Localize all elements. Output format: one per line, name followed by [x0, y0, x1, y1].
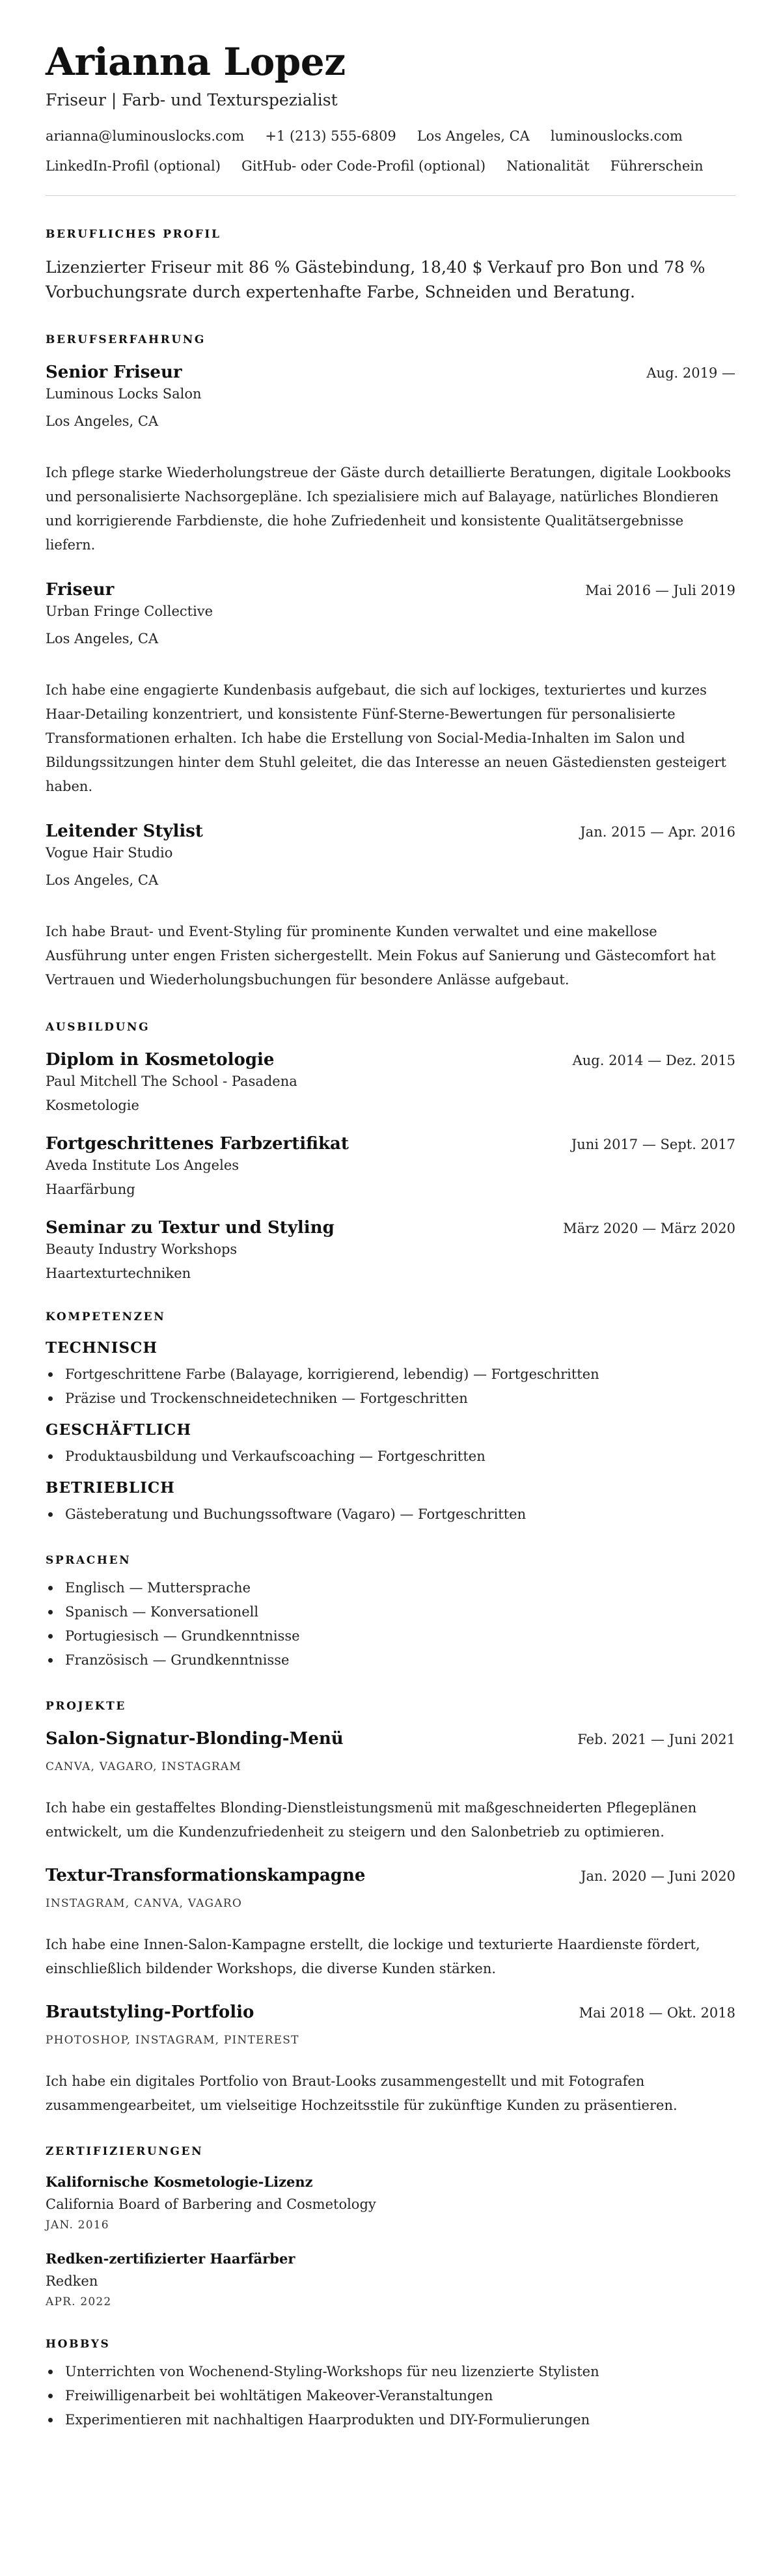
experience-location: Los Angeles, CA [46, 872, 159, 888]
skills-section [46, 1310, 735, 1527]
education-school: Aveda Institute Los Angeles [46, 1157, 240, 1173]
profile-section [46, 228, 735, 305]
experience-location: Los Angeles, CA [46, 413, 159, 429]
hobbies-section [46, 2338, 735, 2432]
project-date: Jan. 2020 — Juni 2020 [581, 1868, 735, 1884]
education-date: Aug. 2014 — Dez. 2015 [572, 1053, 735, 1068]
contact-row-secondary [46, 156, 735, 176]
certification-issuer: Redken [46, 2273, 98, 2289]
experience-section-title: BERUFSERFAHRUNG [46, 333, 206, 346]
certification-issuer: California Board of Barbering and Cosmetology [46, 2196, 376, 2212]
language-item: Spanisch — Konversationell [46, 1600, 735, 1624]
skill-item: Fortgeschrittene Farbe (Balayage, korrigierend, lebendig) — Fortgeschritten [46, 1363, 735, 1387]
language-item: Französisch — Grundkenntnisse [46, 1648, 735, 1672]
education-entry [46, 1216, 735, 1283]
contact-row-primary [46, 126, 735, 146]
certification-entry [46, 2172, 735, 2234]
experience-description: Ich habe eine engagierte Kundenbasis aufgebaut, die sich auf lockiges, texturiertes und kurzes Haar-Detailing konzentriert, und konsistente Fünf-Sterne-Bewertungen für personalisierte Transformationen erhalten. Ich habe die Erstellung von Social-Media-Inhalten im Salon und Bildungssitzungen hinter dem Stuhl geleitet, die das Interesse an neuen Gästediensten gesteigert haben. [46, 682, 726, 794]
experience-date: Aug. 2019 — [646, 365, 735, 381]
education-degree: Seminar zu Textur und Styling [46, 1218, 335, 1238]
experience-role: Senior Friseur [46, 363, 182, 382]
education-school: Paul Mitchell The School - Pasadena [46, 1073, 297, 1089]
project-name: Salon-Signatur-Blonding-Menü [46, 1729, 344, 1749]
education-section-title: AUSBILDUNG [46, 1021, 150, 1034]
experience-description: Ich habe Braut- und Event-Styling für prominente Kunden verwaltet und eine makellose Ausführung unter engen Fristen sichergestellt. Mein Fokus auf Sanierung und Gästecomfort hat Vertrauen und Wiederholungsbuchungen für besondere Anlässe aufgebaut. [46, 924, 716, 988]
resume-header [46, 38, 735, 176]
contact-email[interactable]: arianna@luminouslocks.com [46, 128, 245, 144]
project-date: Mai 2018 — Okt. 2018 [579, 2005, 735, 2021]
education-field: Haarfärbung [46, 1182, 135, 1197]
profile-section-title: BERUFLICHES PROFIL [46, 228, 221, 241]
skill-item: Gästeberatung und Buchungssoftware (Vagaro) — Fortgeschritten [46, 1503, 735, 1527]
contact-github[interactable]: GitHub- oder Code-Profil (optional) [241, 158, 486, 174]
education-date: März 2020 — März 2020 [563, 1221, 735, 1236]
contact-phone[interactable]: +1 (213) 555-6809 [265, 128, 396, 144]
project-name: Textur-Transformationskampagne [46, 1866, 366, 1885]
languages-section [46, 1554, 735, 1672]
project-date: Feb. 2021 — Juni 2021 [577, 1732, 735, 1747]
experience-entry [46, 578, 735, 799]
languages-section-title: SPRACHEN [46, 1554, 131, 1567]
experience-company: Urban Fringe Collective [46, 603, 213, 619]
skill-group [46, 1338, 735, 1411]
contact-nationality: Nationalität [506, 158, 590, 174]
certifications-section [46, 2145, 735, 2310]
project-description: Ich habe ein digitales Portfolio von Braut-Looks zusammengestellt und mit Fotografen zusammengearbeitet, um vielseitige Hochzeitsstile für zukünftige Kunden zu präsentieren. [46, 2073, 678, 2113]
candidate-headline: Friseur | Farb- und Texturspezialist [46, 90, 338, 109]
education-school: Beauty Industry Workshops [46, 1241, 238, 1257]
education-degree: Diplom in Kosmetologie [46, 1050, 275, 1070]
projects-section [46, 1700, 735, 2118]
language-item: Englisch — Muttersprache [46, 1576, 735, 1600]
experience-company: Luminous Locks Salon [46, 386, 202, 402]
project-entry [46, 1864, 735, 1981]
experience-entry [46, 820, 735, 992]
skill-item: Produktausbildung und Verkaufscoaching — Fortgeschritten [46, 1445, 735, 1469]
hobby-item: Freiwilligenarbeit bei wohltätigen Makeover-Veranstaltungen [46, 2384, 735, 2408]
experience-date: Mai 2016 — Juli 2019 [585, 583, 735, 598]
skill-group-title: GESCHÄFTLICH [46, 1421, 192, 1439]
experience-role: Friseur [46, 580, 115, 600]
certification-name: Redken-zertifizierter Haarfärber [46, 2251, 295, 2267]
education-entry [46, 1048, 735, 1115]
certification-name: Kalifornische Kosmetologie-Lizenz [46, 2174, 313, 2190]
skill-group-title: BETRIEBLICH [46, 1479, 175, 1497]
certification-date: JAN. 2016 [46, 2219, 109, 2232]
profile-summary: Lizenzierter Friseur mit 86 % Gästebindung, 18,40 $ Verkauf pro Bon und 78 % Vorbuchungsrate durch expertenhafte Farbe, Schneiden und Beratung. [46, 258, 706, 301]
education-field: Kosmetologie [46, 1098, 139, 1113]
project-name: Brautstyling-Portfolio [46, 2002, 254, 2022]
contact-location: Los Angeles, CA [417, 128, 530, 144]
contact-linkedin[interactable]: LinkedIn-Profil (optional) [46, 158, 221, 174]
projects-section-title: PROJEKTE [46, 1700, 126, 1713]
skill-group-title: TECHNISCH [46, 1339, 158, 1357]
education-field: Haartexturtechniken [46, 1266, 191, 1281]
experience-description: Ich pflege starke Wiederholungstreue der Gäste durch detaillierte Beratungen, digitale Lookbooks und personalisierte Nachsorgepläne. Ich spezialisiere mich auf Balayage, natürliches Blondieren und korrigierende Farbdienste, die hohe Zufriedenheit und konsistente Qualitätsergebnisse liefern. [46, 465, 732, 553]
project-entry [46, 1727, 735, 1844]
certification-date: APR. 2022 [46, 2295, 112, 2308]
project-tech: CANVA, VAGARO, INSTAGRAM [46, 1760, 241, 1773]
experience-date: Jan. 2015 — Apr. 2016 [580, 824, 735, 840]
education-degree: Fortgeschrittenes Farbzertifikat [46, 1134, 349, 1154]
certification-entry [46, 2249, 735, 2310]
skill-group [46, 1478, 735, 1527]
hobbies-section-title: HOBBYS [46, 2338, 111, 2351]
language-item: Portugiesisch — Grundkenntnisse [46, 1624, 735, 1648]
skill-item: Präzise und Trockenschneidetechniken — Fortgeschritten [46, 1387, 735, 1411]
experience-location: Los Angeles, CA [46, 631, 159, 646]
project-tech: PHOTOSHOP, INSTAGRAM, PINTEREST [46, 2034, 299, 2047]
project-description: Ich habe ein gestaffeltes Blonding-Dienstleistungsmenü mit maßgeschneiderten Pflegeplänen entwickelt, um die Kundenzufriedenheit zu steigern und den Salonbetrieb zu optimieren. [46, 1800, 697, 1840]
skill-group [46, 1420, 735, 1469]
header-divider [46, 195, 735, 196]
education-entry [46, 1132, 735, 1199]
hobby-item: Unterrichten von Wochenend-Styling-Workshops für neu lizenzierte Stylisten [46, 2360, 735, 2384]
candidate-name: Arianna Lopez [46, 40, 346, 84]
education-date: Juni 2017 — Sept. 2017 [571, 1137, 735, 1152]
contact-drivers-license: Führerschein [610, 158, 704, 174]
education-section [46, 1021, 735, 1283]
project-entry [46, 2001, 735, 2118]
project-tech: INSTAGRAM, CANVA, VAGARO [46, 1897, 242, 1910]
project-description: Ich habe eine Innen-Salon-Kampagne erstellt, die lockige und texturierte Haardienste fördert, einschließlich bildender Workshops, die diverse Kunden stärken. [46, 1937, 700, 1976]
experience-company: Vogue Hair Studio [46, 845, 173, 861]
experience-role: Leitender Stylist [46, 822, 203, 841]
experience-entry [46, 361, 735, 557]
hobby-item: Experimentieren mit nachhaltigen Haarprodukten und DIY-Formulierungen [46, 2408, 735, 2432]
skills-section-title: KOMPETENZEN [46, 1310, 166, 1323]
experience-section [46, 333, 735, 992]
certifications-section-title: ZERTIFIZIERUNGEN [46, 2145, 204, 2158]
contact-website[interactable]: luminouslocks.com [550, 128, 683, 144]
